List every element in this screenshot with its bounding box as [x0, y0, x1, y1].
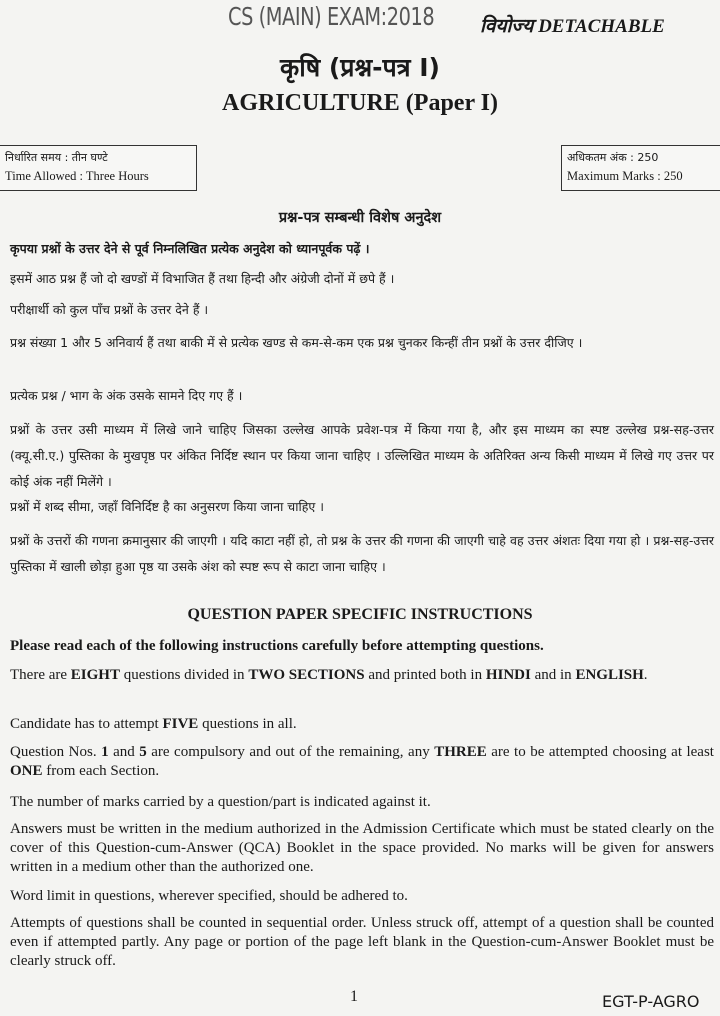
- hindi-instruction-item: इसमें आठ प्रश्न हैं जो दो खण्डों में विभाजित हैं तथा हिन्दी और अंग्रेजी दोनों में छपे हैं ।: [10, 271, 395, 286]
- hindi-instruction-item: प्रश्नों के उत्तर उसी माध्यम में लिखे जाने चाहिए जिसका उल्लेख आपके प्रवेश-पत्र में किया गया है, और इस माध्यम का स्पष्ट उल्लेख प्रश्न-सह-उत्तर (क्यू.सी.ए.) पुस्तिका के मुखपृष्ठ पर अंकित निर्दिष्ट स्थान पर किया जाना चाहिए । उल्लिखित माध्यम के अतिरिक्त अन्य किसी माध्यम में लिखे गए उत्तर पर कोई अंक नहीं मिलेंगे ।: [10, 422, 714, 489]
- hindi-instruction-item: प्रत्येक प्रश्न / भाग के अंक उसके सामने दिए गए हैं ।: [10, 388, 243, 403]
- detachable-hi: वियोज्य: [480, 15, 534, 37]
- hindi-instruction-item: परीक्षार्थी को कुल पाँच प्रश्नों के उत्तर देने हैं ।: [10, 302, 209, 317]
- paper-code: EGT-P-AGRO: [602, 992, 700, 1011]
- page-number: 1: [350, 988, 358, 1005]
- maximum-marks-english: Maximum Marks : 250: [567, 169, 683, 183]
- hindi-instruction-item: प्रश्नों के उत्तरों की गणना क्रमानुसार की जाएगी । यदि काटा नहीं हो, तो प्रश्न के उत्तर की गणना की जाएगी चाहे वह उत्तर अंशतः दिया गया हो । प्रश्न-सह-उत्तर पुस्तिका में खाली छोड़ा हुआ पृष्ठ या उसके अंश को स्पष्ट रूप से काटा जाना चाहिए ।: [10, 533, 714, 574]
- exam-title: CS (MAIN) EXAM:2018: [228, 2, 435, 31]
- english-instruction-item: Answers must be written in the medium authorized in the Admission Certificate which must be stated clearly on the cover of this Question-cum-Answer (QCA) Booklet in the space provided. No marks will be given for answers written in a medium other than the authorized one.: [10, 821, 714, 875]
- time-allowed-hindi: निर्धारित समय : तीन घण्टे: [5, 151, 108, 164]
- detachable-label: [480, 12, 665, 38]
- maximum-marks-hindi: अधिकतम अंक : 250: [567, 151, 659, 164]
- detachable-en: DETACHABLE: [538, 16, 665, 37]
- english-instruction-item: Word limit in questions, wherever specified, should be adhered to.: [10, 888, 408, 904]
- english-instruction-item: Question Nos. 1 and 5 are compulsory and out of the remaining, any THREE are to be attempted choosing at least ONE from each Section.: [10, 744, 714, 779]
- maximum-marks-box: [561, 145, 720, 191]
- time-allowed-box: [0, 145, 197, 191]
- english-instruction-item: The number of marks carried by a question/part is indicated against it.: [10, 794, 431, 810]
- time-allowed-english: Time Allowed : Three Hours: [5, 169, 149, 183]
- hindi-instructions-heading: प्रश्न-पत्र सम्बन्धी विशेष अनुदेश: [278, 210, 442, 226]
- english-instruction-item: Attempts of questions shall be counted in sequential order. Unless struck off, attempt of a question shall be counted even if attempted partly. Any page or portion of the page left blank in the Question-cum-Answer Booklet must be clearly struck off.: [10, 915, 714, 969]
- english-instructions-heading: QUESTION PAPER SPECIFIC INSTRUCTIONS: [187, 606, 533, 623]
- subject-title-english: AGRICULTURE (Paper I): [221, 90, 499, 116]
- hindi-instructions-intro: कृपया प्रश्नों के उत्तर देने से पूर्व निम्नलिखित प्रत्येक अनुदेश को ध्यानपूर्वक पढ़ें ।: [10, 241, 370, 256]
- english-instruction-item: There are EIGHT questions divided in TWO SECTIONS and printed both in HINDI and in ENGLISH.: [10, 667, 648, 683]
- subject-title-hindi: कृषि (प्रश्न-पत्र I): [280, 53, 440, 82]
- english-instructions-intro: Please read each of the following instructions carefully before attempting questions.: [10, 638, 544, 654]
- english-instruction-item: Candidate has to attempt FIVE questions in all.: [10, 716, 297, 732]
- hindi-instruction-item: प्रश्न संख्या 1 और 5 अनिवार्य हैं तथा बाकी में से प्रत्येक खण्ड से कम-से-कम एक प्रश्न चुनकर किन्हीं तीन प्रश्नों के उत्तर दीजिए ।: [10, 335, 583, 350]
- hindi-instruction-item: प्रश्नों में शब्द सीमा, जहाँ विनिर्दिष्ट है का अनुसरण किया जाना चाहिए ।: [10, 499, 324, 514]
